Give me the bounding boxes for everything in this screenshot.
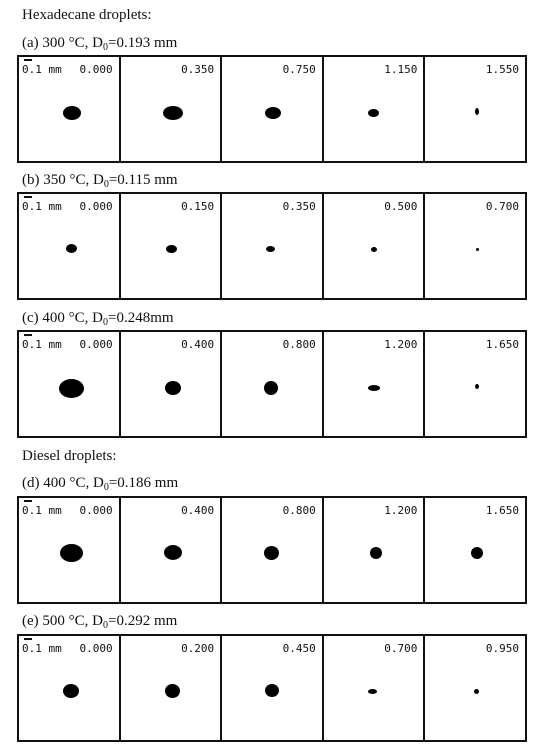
panel-label-a: (a) 300 °C, $D_0=0.193$ mm (22, 35, 178, 53)
droplet (166, 245, 177, 253)
frame-row-a (17, 55, 535, 163)
panel-label-c: (c) 400 °C, $D_0=0.248mm$ (22, 310, 174, 328)
frame-row-b (17, 192, 535, 300)
droplet (476, 248, 479, 251)
droplet (474, 689, 479, 694)
group-heading-hexadecane: Hexadecane droplets: (22, 7, 152, 23)
time-label: 1.200 (384, 504, 418, 517)
scale-bar (24, 500, 32, 502)
group-heading-diesel: Diesel droplets: (22, 448, 117, 464)
time-label: 0.350 (282, 200, 316, 213)
scale-label: 0.1 mm (22, 338, 62, 351)
time-label: 1.650 (485, 504, 519, 517)
time-label: 0.000 (79, 63, 113, 76)
frame-d-4 (322, 496, 426, 604)
frame-e-2 (119, 634, 223, 742)
frame-e-4 (322, 634, 426, 742)
frame-a-2 (119, 55, 223, 163)
frame-row-c (17, 330, 535, 438)
time-label: 0.150 (181, 200, 215, 213)
droplet (63, 684, 79, 698)
frame-c-3 (220, 330, 324, 438)
droplet (368, 385, 380, 391)
scale-label: 0.1 mm (22, 200, 62, 213)
droplet (66, 244, 77, 253)
time-label: 0.800 (282, 338, 316, 351)
time-label: 1.550 (485, 63, 519, 76)
scale-bar (24, 59, 32, 61)
time-label: 0.750 (282, 63, 316, 76)
droplet (165, 684, 180, 698)
frame-c-2 (119, 330, 223, 438)
time-label: 0.700 (485, 200, 519, 213)
scale-label: 0.1 mm (22, 504, 62, 517)
droplet (475, 108, 479, 115)
frame-c-4 (322, 330, 426, 438)
frame-e-5 (423, 634, 527, 742)
droplet (368, 689, 377, 694)
time-label: 0.200 (181, 642, 215, 655)
time-label: 0.500 (384, 200, 418, 213)
droplet (264, 381, 278, 395)
frame-b-4 (322, 192, 426, 300)
droplet (164, 545, 182, 560)
time-label: 0.350 (181, 63, 215, 76)
droplet (266, 246, 275, 252)
frame-d-1 (17, 496, 121, 604)
frame-a-4 (322, 55, 426, 163)
panel-label-e: (e) 500 °C, $D_0=0.292$ mm (22, 613, 178, 631)
frame-d-2 (119, 496, 223, 604)
time-label: 1.150 (384, 63, 418, 76)
droplet (265, 684, 279, 697)
time-label: 0.450 (282, 642, 316, 655)
droplet (370, 547, 382, 559)
scale-bar (24, 638, 32, 640)
droplet (59, 379, 84, 398)
time-label: 0.000 (79, 338, 113, 351)
time-label: 0.400 (181, 338, 215, 351)
scale-bar (24, 334, 32, 336)
droplet (264, 546, 279, 560)
time-label: 0.950 (485, 642, 519, 655)
scale-label: 0.1 mm (22, 642, 62, 655)
time-label: 0.000 (79, 200, 113, 213)
scale-label: 0.1 mm (22, 63, 62, 76)
time-label: 0.000 (79, 642, 113, 655)
droplet (63, 106, 81, 120)
panel-label-b: (b) 350 °C, $D_0=0.115$ mm (22, 172, 178, 190)
time-label: 0.800 (282, 504, 316, 517)
panel-label-d: (d) 400 °C, $D_0=0.186$ mm (22, 475, 179, 493)
time-label: 0.000 (79, 504, 113, 517)
droplet (165, 381, 181, 395)
droplet (475, 384, 479, 389)
time-label: 0.400 (181, 504, 215, 517)
droplet (60, 544, 83, 562)
time-label: 0.700 (384, 642, 418, 655)
frame-e-3 (220, 634, 324, 742)
time-label: 1.650 (485, 338, 519, 351)
frame-e-1 (17, 634, 121, 742)
droplet (371, 247, 377, 252)
scale-bar (24, 196, 32, 198)
droplet (471, 547, 483, 559)
frame-b-3 (220, 192, 324, 300)
frame-d-3 (220, 496, 324, 604)
frame-c-5 (423, 330, 527, 438)
frame-b-5 (423, 192, 527, 300)
droplet (368, 109, 379, 117)
frame-a-5 (423, 55, 527, 163)
frame-row-d (17, 496, 535, 604)
frame-b-1 (17, 192, 121, 300)
frame-b-2 (119, 192, 223, 300)
droplet (265, 107, 281, 119)
frame-a-1 (17, 55, 121, 163)
frame-a-3 (220, 55, 324, 163)
time-label: 1.200 (384, 338, 418, 351)
frame-c-1 (17, 330, 121, 438)
frame-row-e (17, 634, 535, 742)
droplet (163, 106, 183, 120)
frame-d-5 (423, 496, 527, 604)
